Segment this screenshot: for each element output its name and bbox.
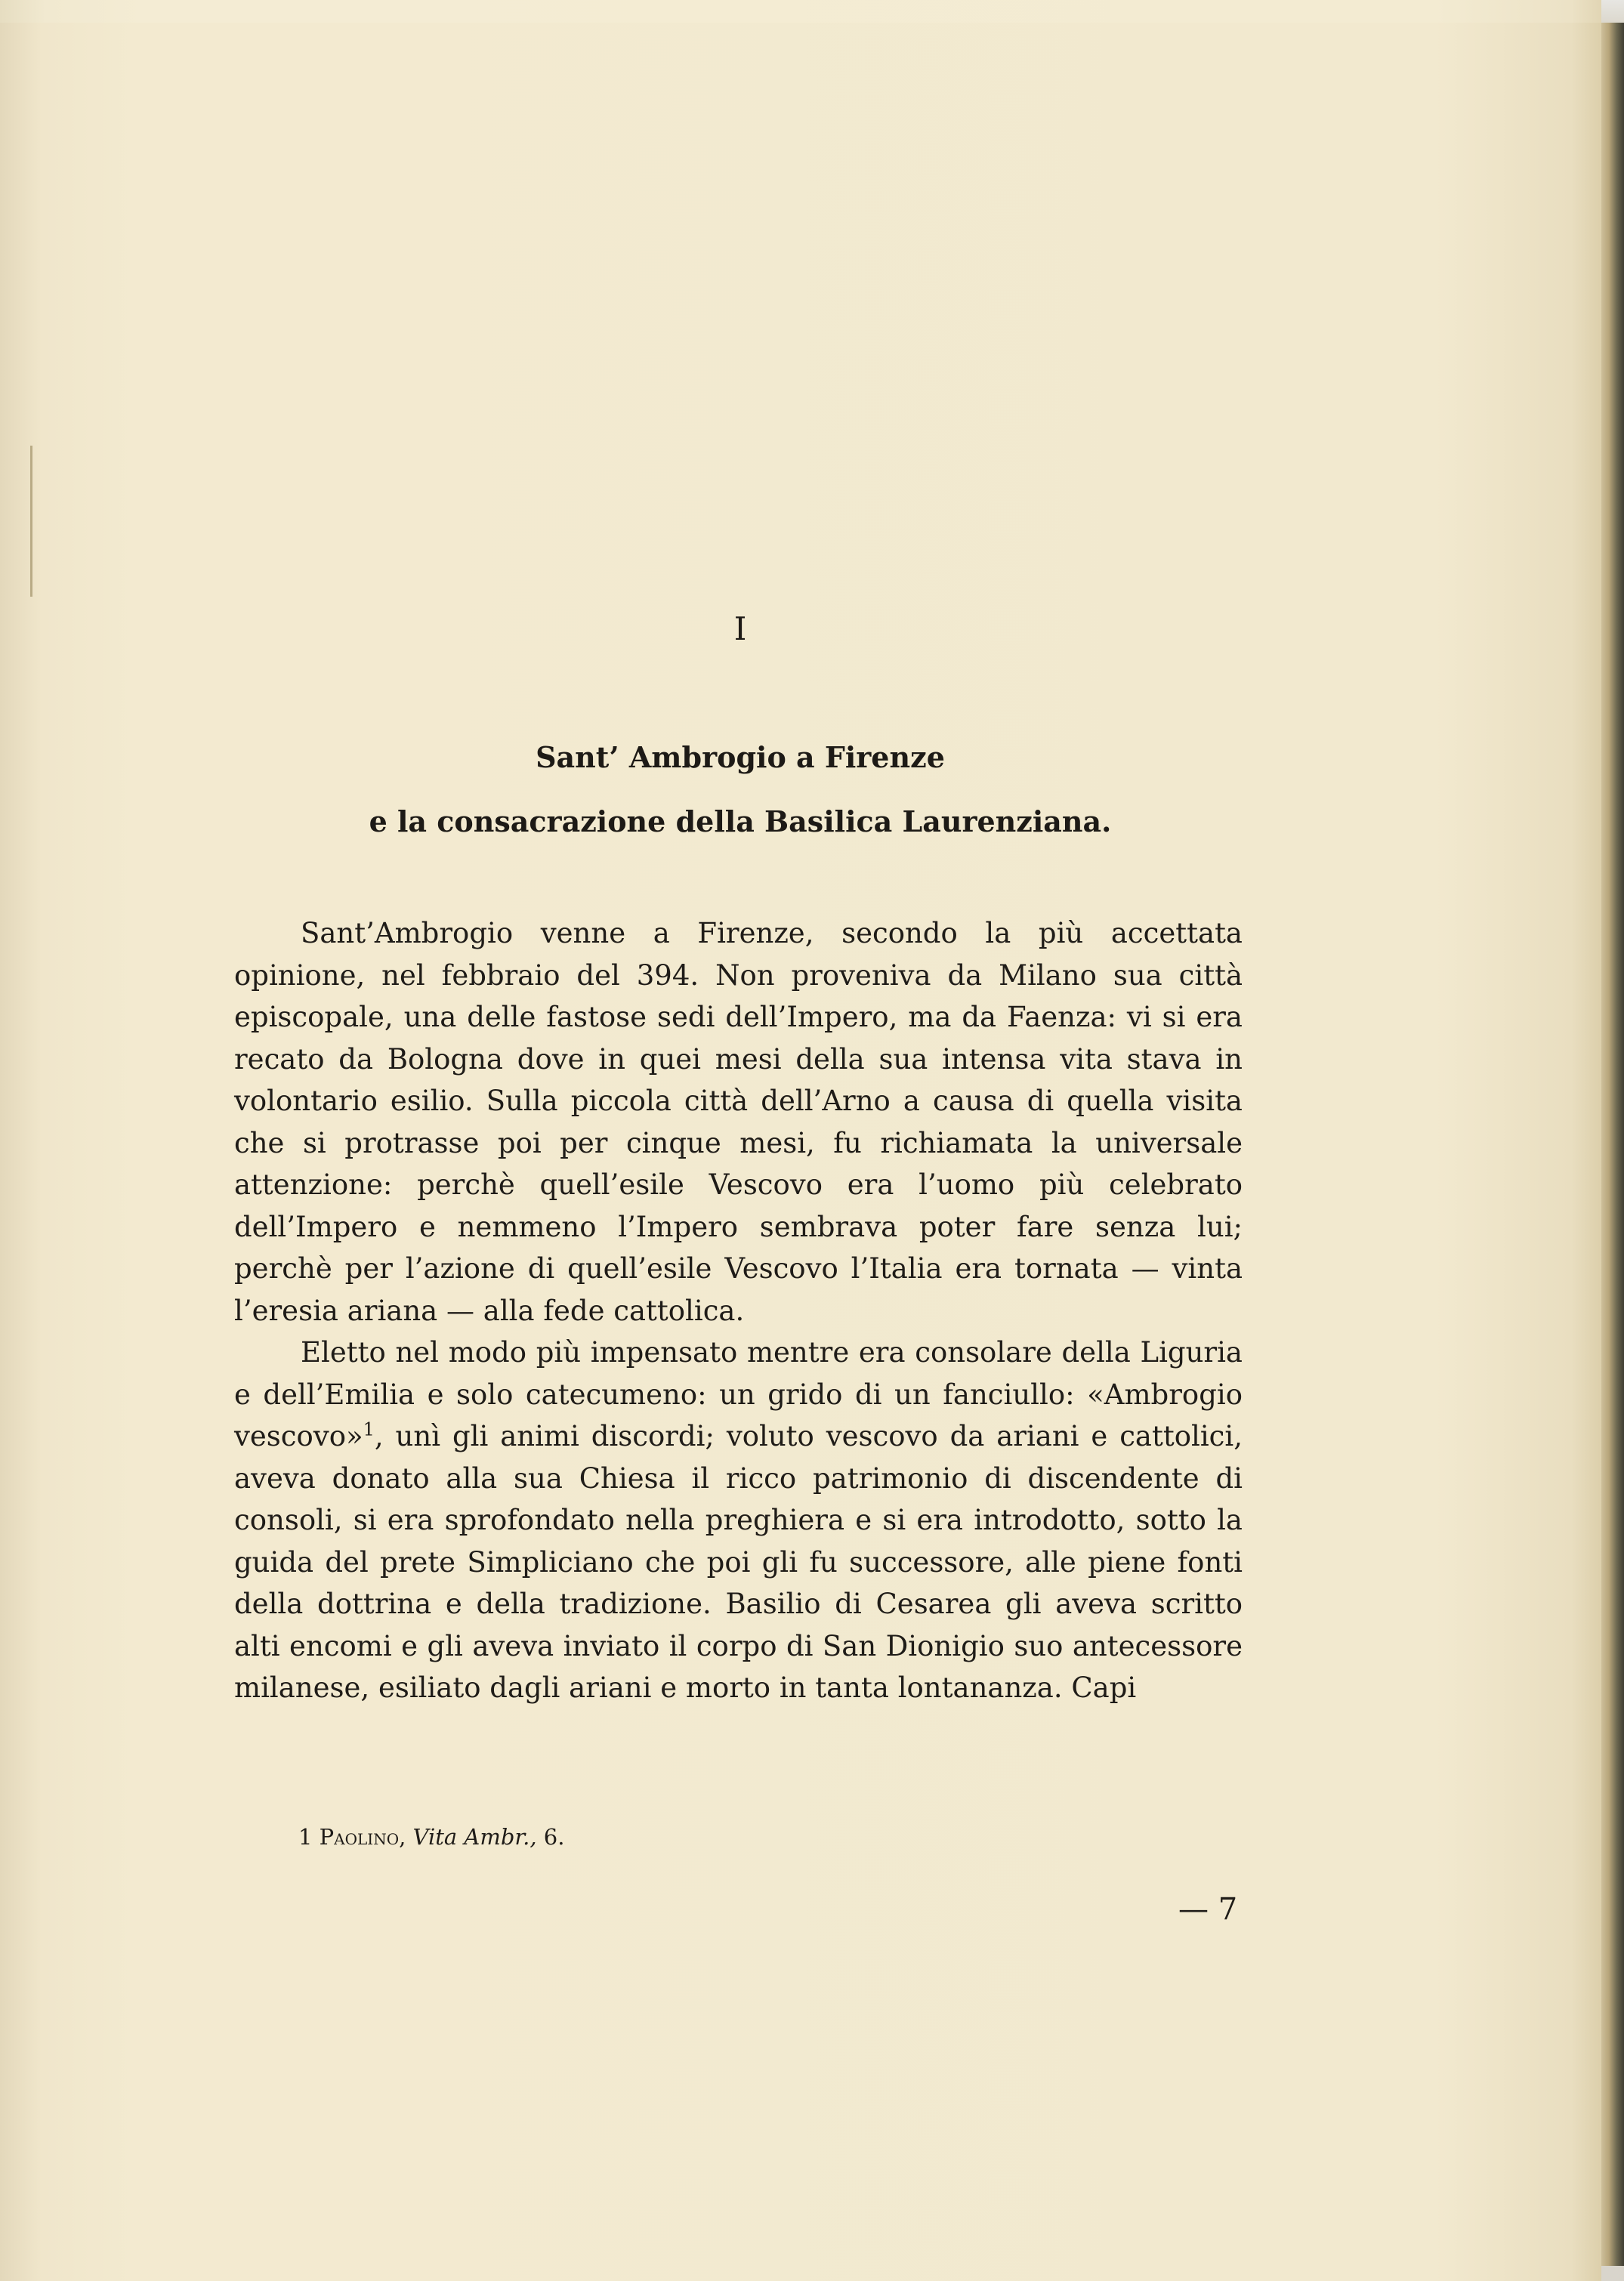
paragraph-2-part-a: Eletto nel modo più impensato mentre era consolare della Liguria e dell’Emilia e solo catecumeno: un grido di un fanciullo: «Ambrogio vescovo» <box>234 1336 1243 1452</box>
footnote-work: Vita Ambr., <box>412 1824 537 1850</box>
footnote-ref: 6. <box>543 1824 565 1850</box>
footnote <box>298 1824 564 1850</box>
page-stack-edge <box>1601 23 1624 2266</box>
paragraph-1: Sant’Ambrogio venne a Firenze, secondo la più accettata opinione, nel febbraio del 394. Non proveniva da Milano sua città episcopale, una delle fastose sedi dell’Impero, ma da Faenza: vi si era recato da Bologna dove in quei mesi della sua intensa vita stava in volontario esilio. Sulla piccola città dell’Arno a causa di quella visita che si protrasse poi per cinque mesi, fu richiamata la universale attenzione: perchè quell’esile Vescovo era l’uomo più celebrato dell’Impero e nemmeno l’Impero sembrava poter fare senza lui; perchè per l’azione di quell’esile Vescovo l’Italia era tornata — vinta l’eresia ariana — alla fede cattolica. <box>234 917 1243 1327</box>
paragraph-2 <box>234 1332 1243 1709</box>
footnote-marker: 1 <box>298 1824 313 1850</box>
body-text <box>234 912 1243 1709</box>
binding-mark <box>30 446 32 597</box>
footnote-author: Paolino, <box>319 1824 406 1850</box>
chapter-title-line-1: Sant’ Ambrogio a Firenze <box>536 740 945 774</box>
footnote-reference: 1 <box>363 1418 375 1440</box>
chapter-number: I <box>733 610 747 647</box>
paragraph-2-part-b: , unì gli animi discordi; voluto vescovo da ariani e cattolici, aveva donato alla sua Chiesa il ricco patrimonio di discendente di consoli, si era sprofondato nella preghiera e si era introdotto, sotto la guida del prete Simpliciano che poi gli fu successore, alle piene fonti della dottrina e della tradizione. Basilio di Cesarea gli aveva scritto alti encomi e gli aveva inviato il corpo di San Dionigio suo antecessore milanese, esiliato dagli ariani e morto in tanta lontananza. Capi <box>234 1420 1243 1704</box>
page-number: — 7 <box>1178 1892 1238 1927</box>
chapter-title-line-2: e la consacrazione della Basilica Laurenziana. <box>369 804 1112 838</box>
